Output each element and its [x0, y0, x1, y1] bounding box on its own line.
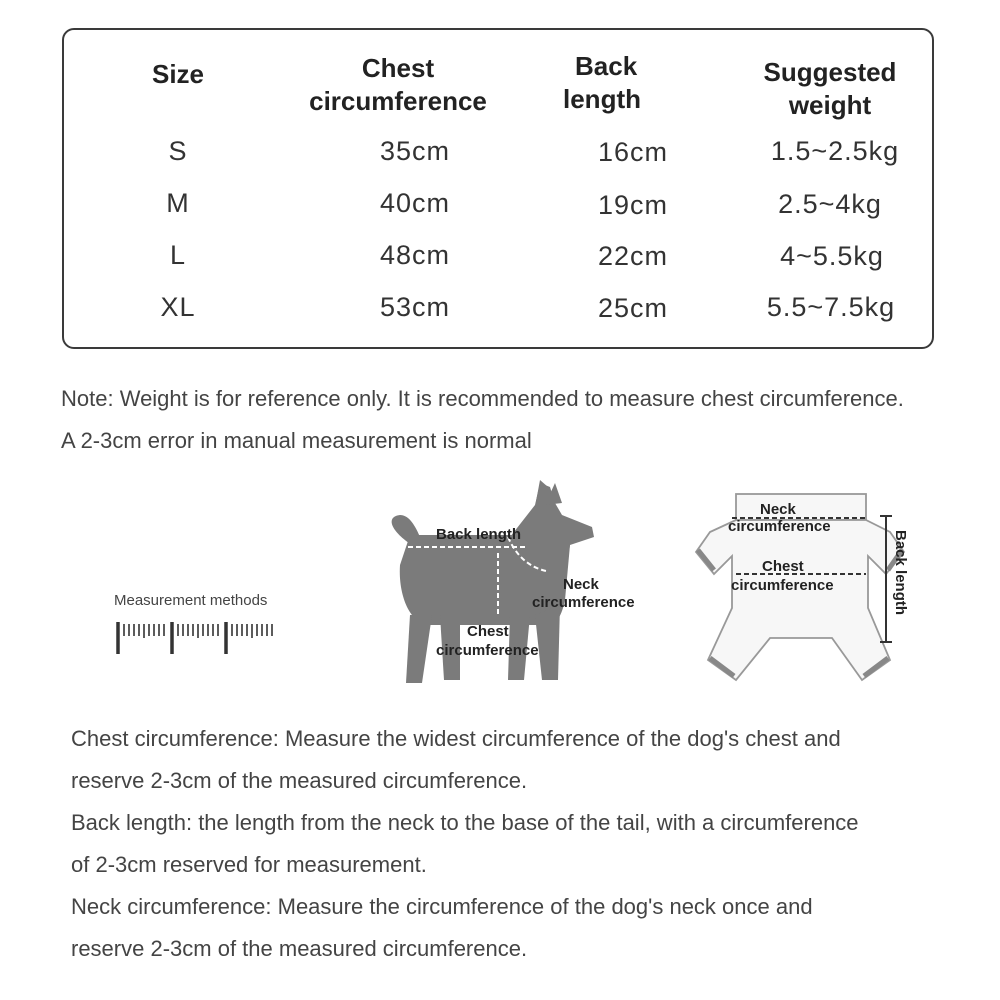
measurement-methods-label: Measurement methods: [114, 592, 268, 609]
header-chest: Chest circumference: [309, 53, 487, 116]
description-line-1: Chest circumference: Measure the widest circumference of the dog's chest and: [71, 726, 841, 751]
row-s-size: S: [168, 136, 188, 166]
row-xl-weight: 5.5~7.5kg: [766, 292, 896, 322]
dog-neck-label-1: Neck: [563, 576, 599, 593]
row-s-weight: 1.5~2.5kg: [770, 136, 900, 166]
description-line-6: reserve 2-3cm of the measured circumference.: [71, 936, 528, 961]
row-m-back: 19cm: [597, 190, 669, 220]
description-line-5: Neck circumference: Measure the circumference of the dog's neck once and: [71, 894, 813, 919]
garment-chest-label-1: Chest: [762, 558, 804, 575]
dog-chest-label-1: Chest: [467, 623, 509, 640]
row-l-size: L: [169, 240, 187, 270]
row-xl-size: XL: [160, 292, 196, 322]
description-line-2: reserve 2-3cm of the measured circumference.: [71, 768, 528, 793]
garment-measurement-diagram: [688, 490, 918, 690]
garment-back-length-label: Back length: [892, 530, 909, 616]
header-back-length: Back length: [563, 51, 641, 114]
row-m-size: M: [166, 188, 190, 218]
tape-measure-icon: [110, 620, 290, 660]
note-line-2: A 2-3cm error in manual measurement is normal: [61, 428, 532, 453]
row-l-weight: 4~5.5kg: [780, 241, 884, 271]
row-l-back: 22cm: [597, 241, 669, 271]
header-size: Size: [151, 59, 205, 89]
row-l-chest: 48cm: [379, 240, 451, 270]
row-xl-chest: 53cm: [379, 292, 451, 322]
dog-chest-label-2: circumference: [436, 642, 539, 659]
dog-neck-label-2: circumference: [532, 594, 635, 611]
garment-chest-label-2: circumference: [731, 577, 834, 594]
note-line-1: Note: Weight is for reference only. It is recommended to measure chest circumference.: [61, 386, 904, 411]
header-suggested-weight: Suggested weight: [763, 57, 897, 120]
description-line-4: of 2-3cm reserved for measurement.: [71, 852, 427, 877]
row-s-back: 16cm: [597, 137, 669, 167]
description-line-3: Back length: the length from the neck to the base of the tail, with a circumference: [71, 810, 859, 835]
row-m-chest: 40cm: [379, 188, 451, 218]
garment-neck-label-1: Neck: [760, 501, 796, 518]
row-s-chest: 35cm: [379, 136, 451, 166]
dog-back-length-label: Back length: [436, 526, 522, 543]
row-xl-back: 25cm: [597, 293, 669, 323]
garment-neck-label-2: circumference: [728, 518, 831, 535]
row-m-weight: 2.5~4kg: [778, 189, 882, 219]
dog-measurement-diagram: [370, 475, 670, 690]
